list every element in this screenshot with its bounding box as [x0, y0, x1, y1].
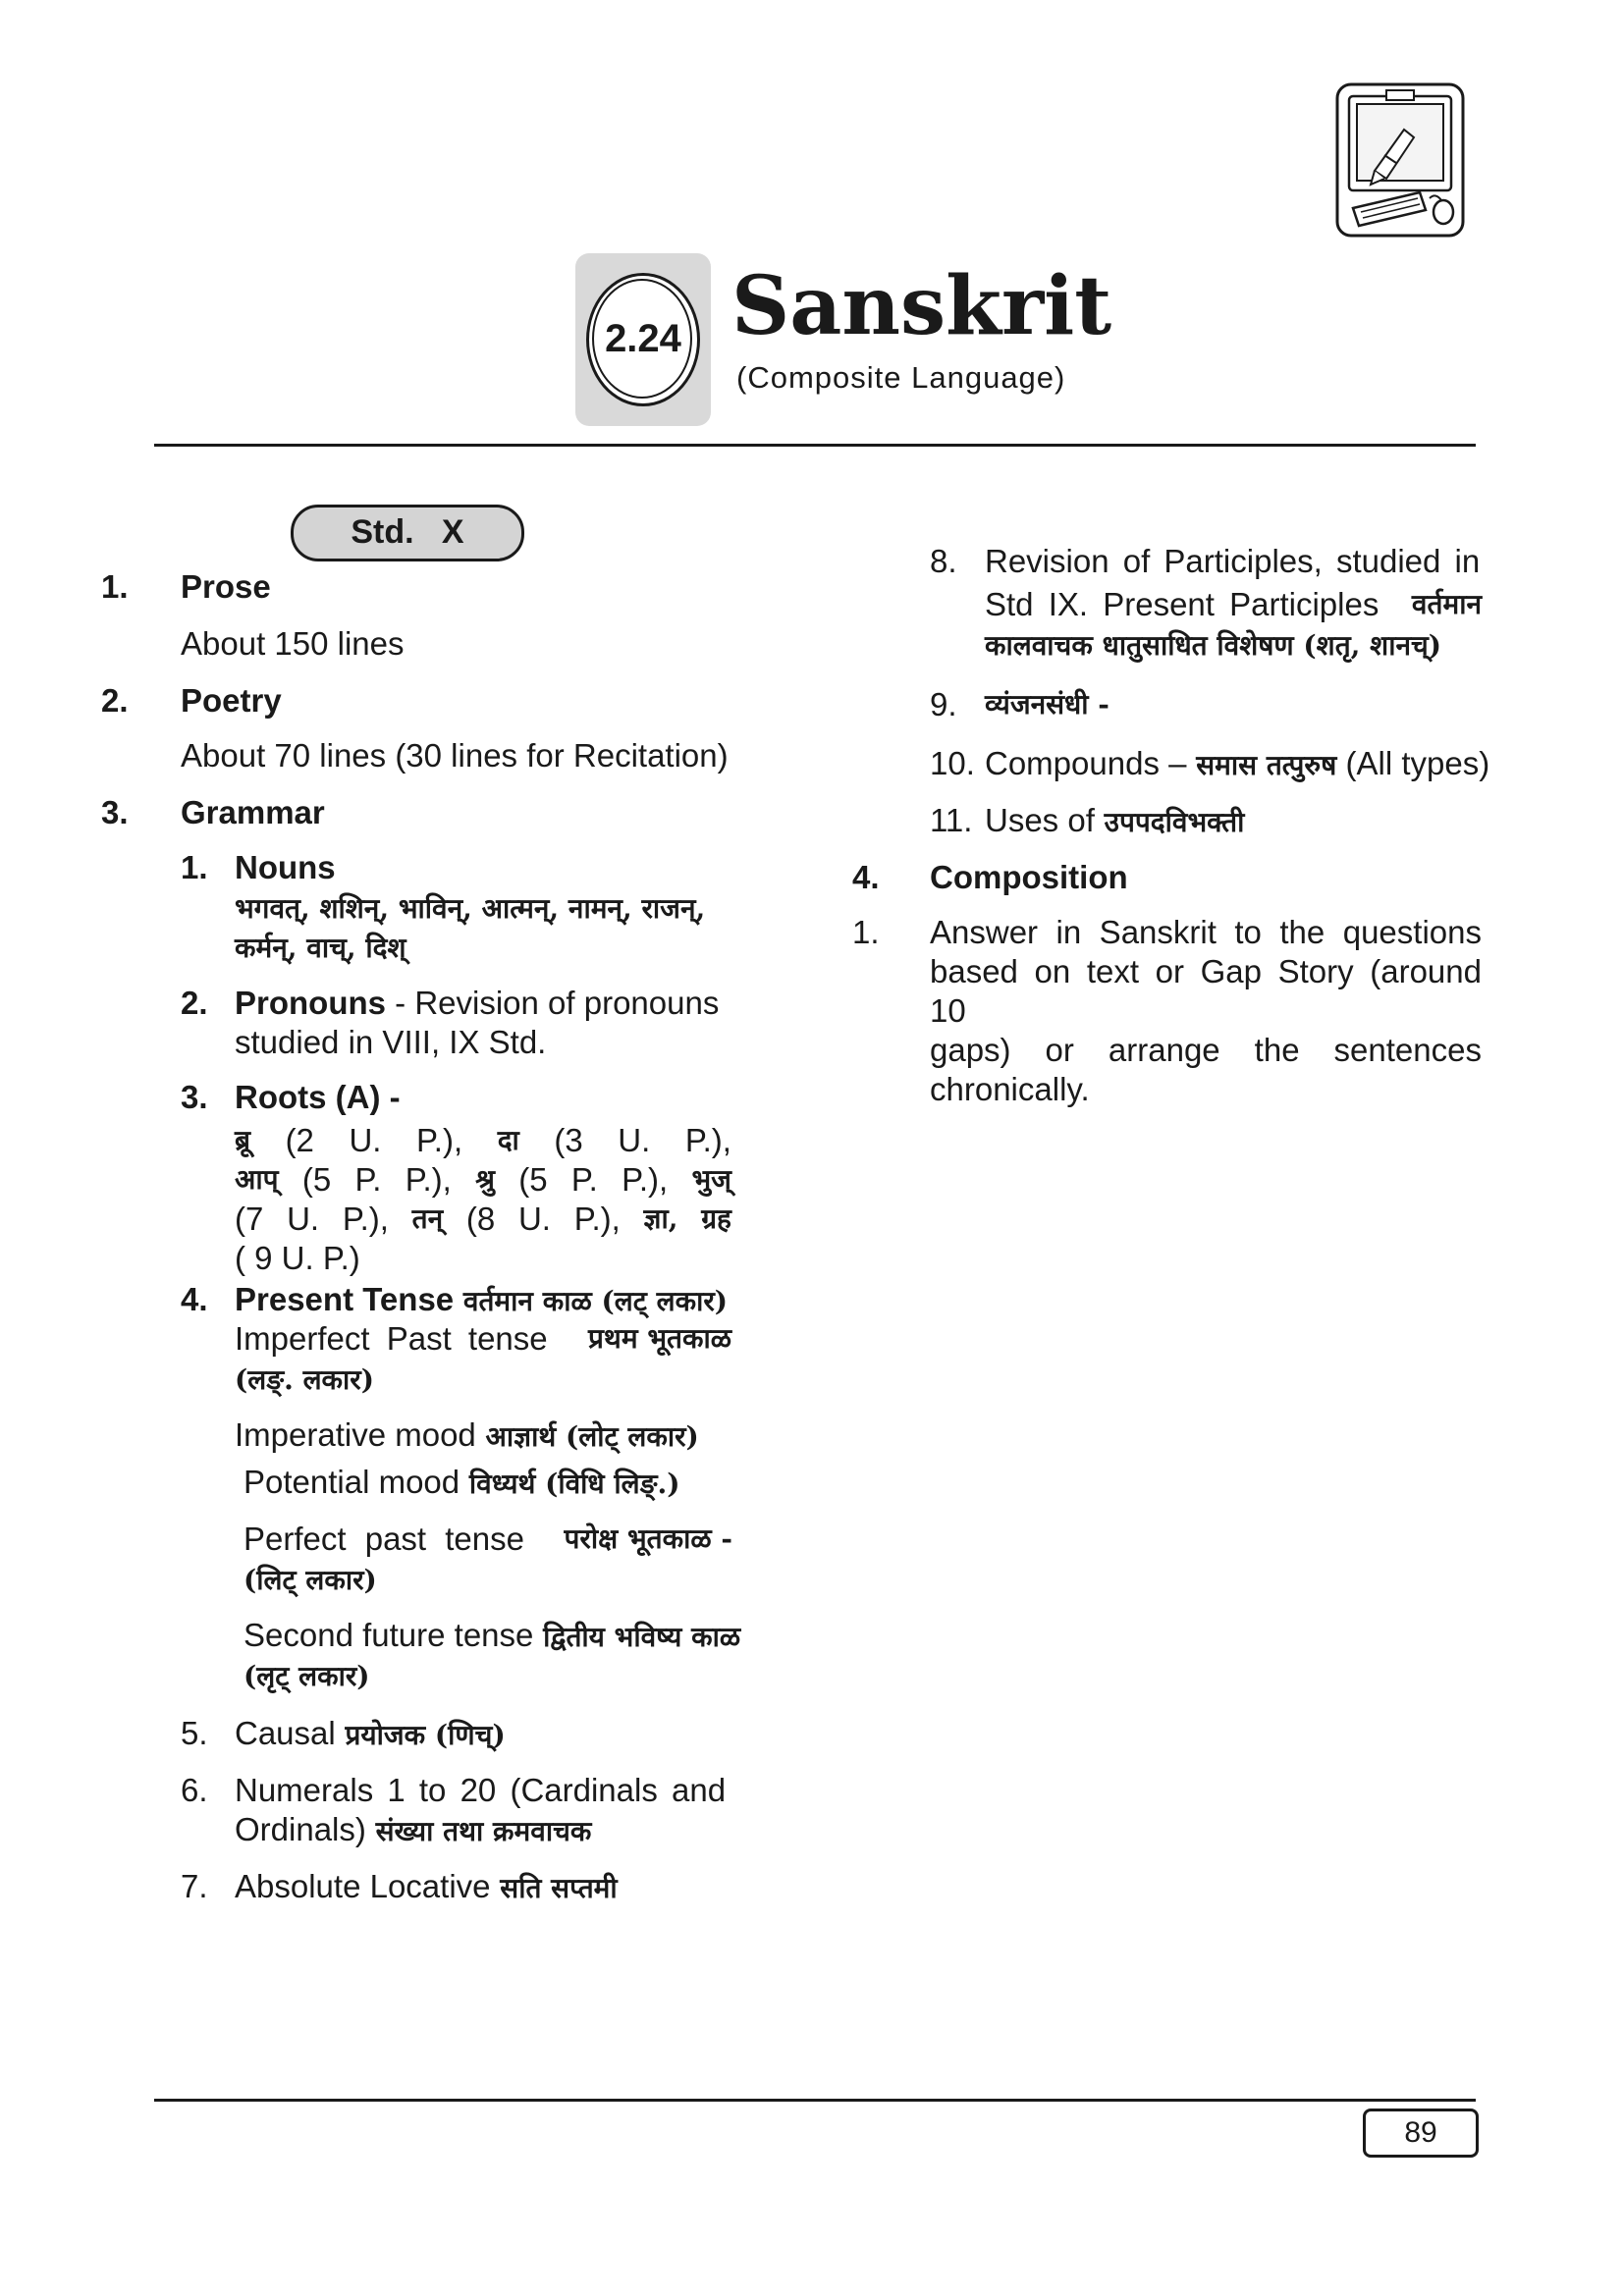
section-number: 2.24 — [605, 317, 681, 360]
item-number: 11. — [930, 802, 973, 838]
section-number-badge — [575, 253, 711, 426]
section-number: 2. — [101, 682, 129, 719]
footer-divider — [154, 2099, 1476, 2102]
numerals-line: Ordinals) संख्या तथा क्रमवाचक — [235, 1811, 592, 1847]
section-heading-poetry: Poetry — [181, 682, 282, 719]
page-number-box — [1363, 2109, 1479, 2158]
poetry-text: About 70 lines (30 lines for Recitation) — [181, 737, 729, 774]
nouns-heading: Nouns — [235, 849, 336, 885]
item-number: 2. — [181, 985, 208, 1021]
prose-text: About 150 lines — [181, 625, 405, 662]
section-number: 1. — [101, 568, 129, 605]
participles-line: Revision of Participles, studied in — [985, 543, 1481, 579]
std-label: Std. X — [351, 513, 464, 551]
roots-line: ब्रू (2 U. P.), दा (3 U. P.), — [235, 1122, 731, 1158]
pronouns-heading: Pronouns — [235, 985, 386, 1021]
pronouns-text: studied in VIII, IX Std. — [235, 1024, 547, 1060]
tense-lakar: (लिट् लकार) — [243, 1564, 377, 1596]
present-tense-heading: Present Tense — [235, 1281, 455, 1317]
item-number: 3. — [181, 1079, 208, 1115]
perfect-past-line: Perfect past tense परोक्ष भूतकाळ - — [243, 1521, 732, 1557]
roots-heading: Roots (A) - — [235, 1079, 401, 1115]
compounds-line: Compounds – समास तत्पुरुष (All types) — [985, 745, 1490, 781]
tense-lakar: (लङ्. लकार) — [235, 1363, 375, 1396]
item-number: 7. — [181, 1868, 208, 1904]
section-number: 3. — [101, 794, 129, 830]
roots-line: ( 9 U. P.) — [235, 1240, 360, 1276]
std-badge — [291, 505, 524, 561]
imperative-line: Imperative mood आज्ञार्थ (लोट् लकार) — [235, 1416, 699, 1453]
page-subtitle: (Composite Language) — [736, 360, 1066, 395]
page-number: 89 — [1404, 2116, 1437, 2149]
section-number: 4. — [852, 859, 880, 895]
computer-drawing-icon — [1335, 82, 1465, 238]
tense-lakar: (लृट् लकार) — [243, 1660, 370, 1692]
composition-text: Answer in Sanskrit to the questions based on text or Gap Story (around 10 gaps) or arrange the sentences chronically. — [930, 914, 1482, 1107]
participles-line: कालवाचक धातुसाधित विशेषण (शतृ, शानच्) — [985, 629, 1442, 662]
nouns-list: कर्मन्, वाच्, दिश् — [235, 932, 406, 964]
second-future-line: Second future tense द्वितीय भविष्य काळ — [243, 1617, 741, 1653]
causal-line: Causal प्रयोजक (णिच्) — [235, 1715, 506, 1751]
absolute-locative-line: Absolute Locative सति सप्तमी — [235, 1868, 618, 1904]
section-heading-prose: Prose — [181, 568, 271, 605]
imperfect-past-line: Imperfect Past tense प्रथम भूतकाळ — [235, 1320, 731, 1357]
pronouns-text: - Revision of pronouns — [386, 985, 720, 1021]
section-heading-composition: Composition — [930, 859, 1128, 895]
item-number: 9. — [930, 686, 957, 722]
item-number: 4. — [181, 1281, 208, 1317]
vyanjan-sandhi: व्यंजनसंधी - — [985, 688, 1109, 721]
header-divider — [154, 444, 1476, 447]
item-number: 8. — [930, 543, 957, 579]
roots-line: आप् (5 P. P.), श्रु (5 P. P.), भुज् — [235, 1161, 731, 1198]
pronouns-line — [235, 984, 719, 1023]
numerals-line: Numerals 1 to 20 (Cardinals and — [235, 1772, 727, 1808]
present-tense-line: Present Tense वर्तमान काळ (लट् लकार) — [235, 1281, 729, 1317]
participles-line: Std IX. Present Participles वर्तमान — [985, 586, 1482, 622]
potential-line: Potential mood विध्यर्थ (विधि लिङ्.) — [243, 1464, 680, 1500]
nouns-list: भगवत्, शशिन्, भाविन्, आत्मन्, नामन्, राजन्, — [235, 892, 706, 925]
item-number: 10. — [930, 745, 975, 781]
uses-line: Uses of उपपदविभक्ती — [985, 802, 1245, 838]
item-number: 5. — [181, 1715, 208, 1751]
item-number: 1. — [852, 914, 880, 950]
roots-line: (7 U. P.), तन् (8 U. P.), ज्ञा, ग्रह — [235, 1201, 731, 1237]
section-heading-grammar: Grammar — [181, 794, 325, 830]
page-title: Sanskrit — [731, 259, 1112, 353]
item-number: 1. — [181, 849, 208, 885]
item-number: 6. — [181, 1772, 208, 1808]
